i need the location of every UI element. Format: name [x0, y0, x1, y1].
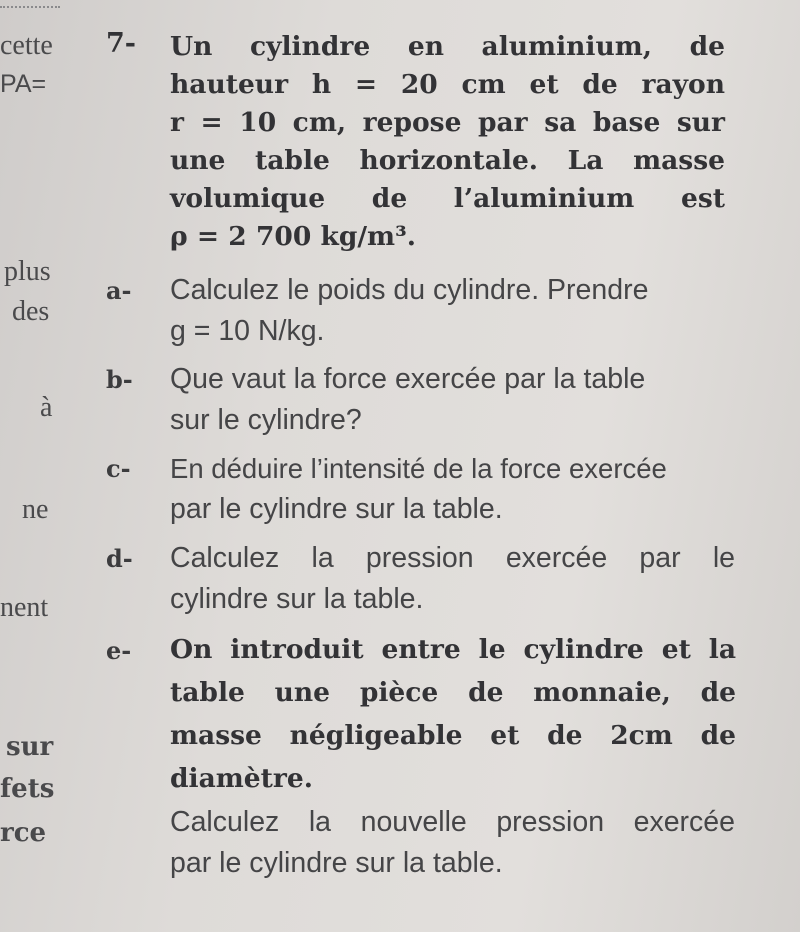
exercise-7	[106, 28, 736, 256]
margin-word-fets: fets	[0, 774, 55, 804]
margin-word-nent: nent	[0, 592, 49, 623]
question-line: Que vaut la force exercée par la table	[170, 363, 646, 395]
margin-word-des: des	[12, 296, 50, 327]
question-letter: a-	[106, 276, 132, 305]
question-text	[170, 802, 735, 884]
question-line: par le cylindre sur la table.	[170, 493, 503, 525]
question-text	[170, 359, 735, 441]
dotted-line	[0, 6, 60, 14]
question-d	[106, 538, 746, 620]
question-line: g = 10 N/kg.	[170, 315, 325, 347]
question-b	[106, 359, 746, 441]
question-line: Calculez la nouvelle pression exercée	[170, 806, 735, 838]
question-context	[170, 628, 736, 800]
question-text	[170, 270, 735, 352]
margin-word-a: à	[40, 392, 53, 423]
question-letter: b-	[106, 365, 133, 394]
question-e	[106, 628, 746, 884]
margin-word-plus: plus	[4, 256, 51, 287]
question-line: sur le cylindre?	[170, 404, 362, 436]
statement-line: Un cylindre en aluminium, de	[170, 31, 725, 62]
statement-line: une table horizontale. La masse	[170, 145, 725, 176]
question-text	[170, 448, 735, 530]
margin-word-ne: ne	[22, 494, 49, 525]
margin-word-rce: rce	[0, 818, 47, 848]
margin-word-pa: PA=	[0, 70, 47, 98]
question-text	[170, 538, 735, 620]
question-letter: e-	[106, 636, 132, 665]
exercise-statement	[170, 28, 725, 256]
question-line: par le cylindre sur la table.	[170, 847, 503, 879]
statement-line: ρ = 2 700 kg/m³.	[170, 221, 416, 252]
margin-word-cette: cette	[0, 30, 53, 61]
margin-word-sur: sur	[6, 732, 54, 762]
question-c	[106, 448, 746, 530]
context-line: On introduit entre le cylindre et la	[170, 634, 736, 665]
question-line: Calculez la pression exercée par le	[170, 542, 735, 574]
statement-line: hauteur h = 20 cm et de rayon	[170, 69, 725, 100]
context-line: masse négligeable et de 2cm de	[170, 720, 736, 751]
statement-line: r = 10 cm, repose par sa base sur	[170, 107, 725, 138]
context-line: diamètre.	[170, 763, 313, 794]
context-line: table une pièce de monnaie, de	[170, 677, 736, 708]
exercise-number: 7-	[106, 28, 136, 59]
question-line: cylindre sur la table.	[170, 583, 424, 615]
question-letter: c-	[106, 454, 131, 483]
question-line: Calculez le poids du cylindre. Prendre	[170, 274, 649, 306]
question-letter: d-	[106, 544, 133, 573]
statement-line: volumique de l’aluminium est	[170, 183, 725, 214]
question-line: En déduire l’intensité de la force exercée	[170, 453, 667, 484]
question-a	[106, 270, 746, 352]
